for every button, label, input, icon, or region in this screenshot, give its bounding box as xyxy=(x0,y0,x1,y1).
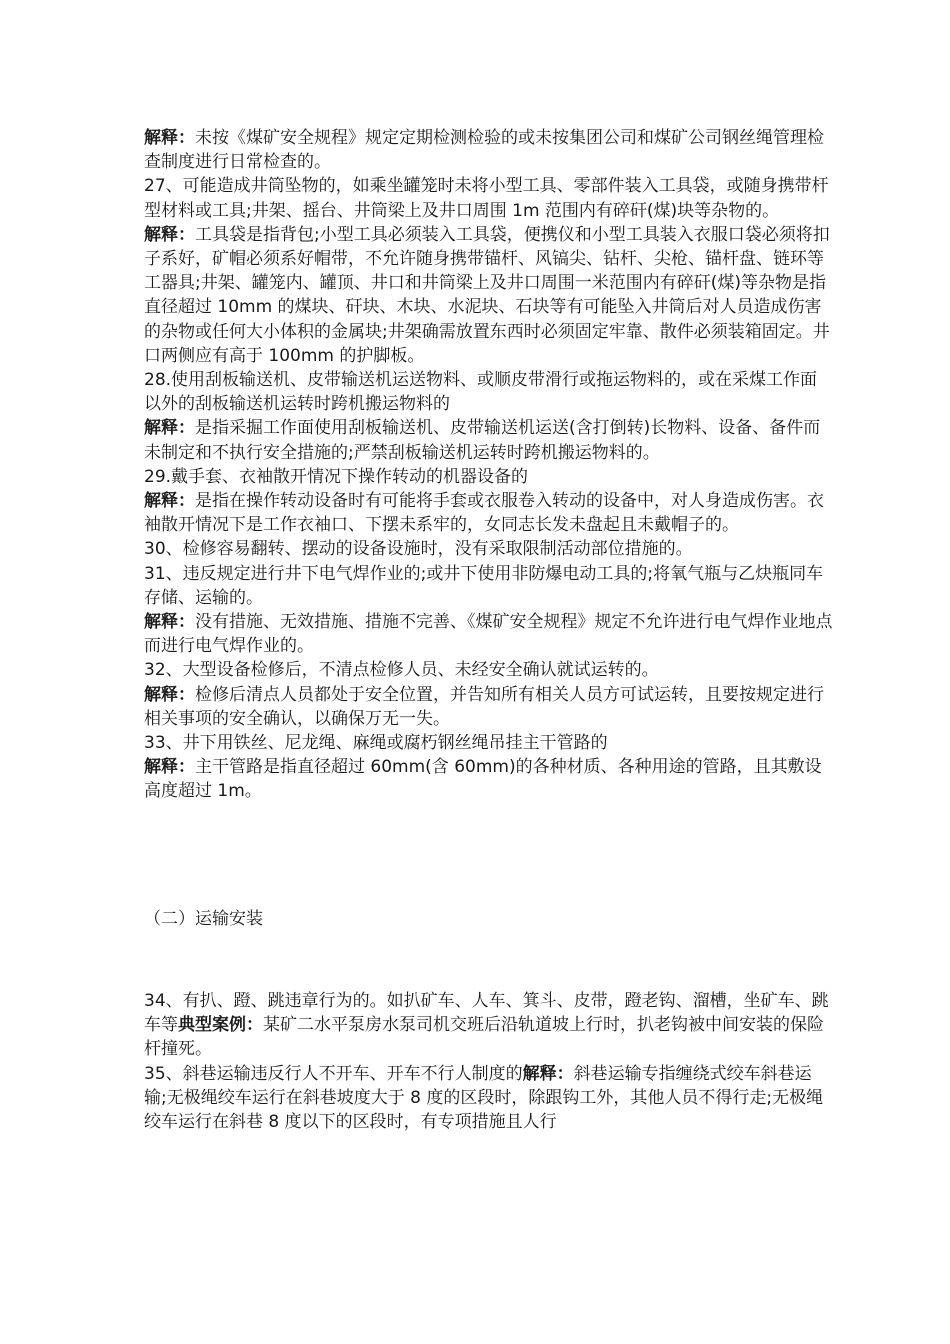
paragraph-item-32 xyxy=(144,658,834,682)
case-label: 典型案例： xyxy=(178,1015,263,1036)
paragraph-item-34 xyxy=(144,989,834,1062)
paragraph-text: 27、可能造成井筒坠物的，如乘坐罐笼时未将小型工具、零部件装入工具袋，或随身携带杆型材料或工具;井架、摇台、井筒梁上及井口周围 1m 范围内有碎矸(煤)块等杂物的。 xyxy=(144,176,829,221)
paragraph-item-29 xyxy=(144,465,834,489)
paragraph-text: 29.戴手套、衣袖散开情况下操作转动的机器设备的 xyxy=(144,466,529,487)
paragraph-text: 33、井下用铁丝、尼龙绳、麻绳或腐朽钢丝绳吊挂主干管路的 xyxy=(144,733,608,754)
explanation-label: 解释： xyxy=(522,1063,574,1084)
paragraph-explanation xyxy=(144,610,834,658)
paragraph-text: 是指在操作转动设备时有可能将手套或衣服卷入转动的设备中，对人身造成伤害。衣袖散开情况下是工作衣袖口、下摆未系牢的，女同志长发未盘起且未戴帽子的。 xyxy=(144,491,824,536)
paragraph-text: 31、违反规定进行井下电气焊作业的;或井下使用非防爆电动工具的;将氧气瓶与乙炔瓶同车存储、运输的。 xyxy=(144,563,824,608)
paragraph-item-30 xyxy=(144,537,834,561)
paragraph-explanation xyxy=(144,683,834,731)
paragraph-item-35 xyxy=(144,1062,834,1135)
paragraph-text: 主干管路是指直径超过 60mm(含 60mm)的各种材质、各种用途的管路，且其敷设高度超过 1m。 xyxy=(144,757,822,802)
paragraph-text: 28.使用刮板输送机、皮带输送机运送物料、或顺皮带滑行或拖运物料的，或在采煤工作面以外的刮板输送机运转时跨机搬运物料的 xyxy=(144,370,818,415)
paragraph-explanation xyxy=(144,126,834,174)
paragraph-text: 32、大型设备检修后，不清点检修人员、未经安全确认就试运转的。 xyxy=(144,660,659,681)
paragraph-item-33 xyxy=(144,731,834,755)
paragraph-text: 检修后清点人员都处于安全位置，并告知所有相关人员方可试运转，且要按规定进行相关事项的安全确认，以确保万无一失。 xyxy=(144,684,824,729)
paragraph-item-31 xyxy=(144,562,834,610)
explanation-label: 解释： xyxy=(144,684,195,705)
paragraph-text: 斜巷运输专指缠绕式绞车斜巷运输;无极绳绞车运行在斜巷坡度大于 8 度的区段时，除跟钩工外，其他人员不得行走;无极绳绞车运行在斜巷 8 度以下的区段时，有专项措施且人行 xyxy=(144,1063,824,1132)
paragraph-explanation xyxy=(144,489,834,537)
paragraph-text: 是指采掘工作面使用刮板输送机、皮带输送机运送(含打倒转)长物料、设备、备件而未制定和不执行安全措施的;严禁刮板输送机运转时跨机搬运物料的。 xyxy=(144,418,821,463)
paragraph-text: 35、斜巷运输违反行人不开车、开车不行人制度的 xyxy=(144,1063,523,1084)
paragraph-text: 工具袋是指背包;小型工具必须装入工具袋，便携仪和小型工具装入衣服口袋必须将扣子系好，矿帽必须系好帽带，不允许随身携带锚杆、风镐尖、钻杆、尖枪、锚杆盘、链环等工器具;井架、罐笼内、罐顶、井口和井筒梁上及井口周围一米范围内有碎矸(煤)等杂物是指直径超过 10mm 的煤块、矸块、木块、水泥块、石块等有可能坠入井筒后对人员造成伤害的杂物或任何大小体积的金属块;井架确需放置东西时必须固定牢靠、散件必须装箱固定。井口两侧应有高于 100mm 的护脚板。 xyxy=(144,224,830,366)
explanation-label: 解释： xyxy=(144,418,195,439)
paragraph-explanation xyxy=(144,416,834,464)
explanation-label: 解释： xyxy=(144,612,195,633)
paragraph-text: 未按《煤矿安全规程》规定定期检测检验的或未按集团公司和煤矿公司钢丝绳管理检查制度进行日常检查的。 xyxy=(144,128,824,173)
paragraph-item-28 xyxy=(144,368,834,416)
explanation-label: 解释： xyxy=(144,491,195,512)
paragraph-text: 30、检修容易翻转、摆动的设备设施时，没有采取限制活动部位措施的。 xyxy=(144,539,693,560)
explanation-label: 解释： xyxy=(144,224,195,245)
paragraph-explanation xyxy=(144,755,834,803)
document-page xyxy=(144,126,834,1134)
paragraph-text: 没有措施、无效措施、措施不完善、《煤矿安全规程》规定不允许进行电气焊作业地点而进行电气焊作业的。 xyxy=(144,612,833,657)
section-heading: （二）运输安装 xyxy=(144,908,263,929)
paragraph-text: 34、有扒、蹬、跳违章行为的。如扒矿车、人车、箕斗、皮带，蹬老钩、溜槽，坐矿车、跳车等 xyxy=(144,990,829,1036)
explanation-label: 解释： xyxy=(144,128,195,148)
paragraph-item-27 xyxy=(144,174,834,222)
paragraph-text: 某矿二水平泵房水泵司机交班后沿轨道坡上行时，扒老钩被中间安装的保险杆撞死。 xyxy=(144,1015,824,1060)
paragraph-explanation xyxy=(144,223,834,368)
explanation-label: 解释： xyxy=(144,757,195,778)
